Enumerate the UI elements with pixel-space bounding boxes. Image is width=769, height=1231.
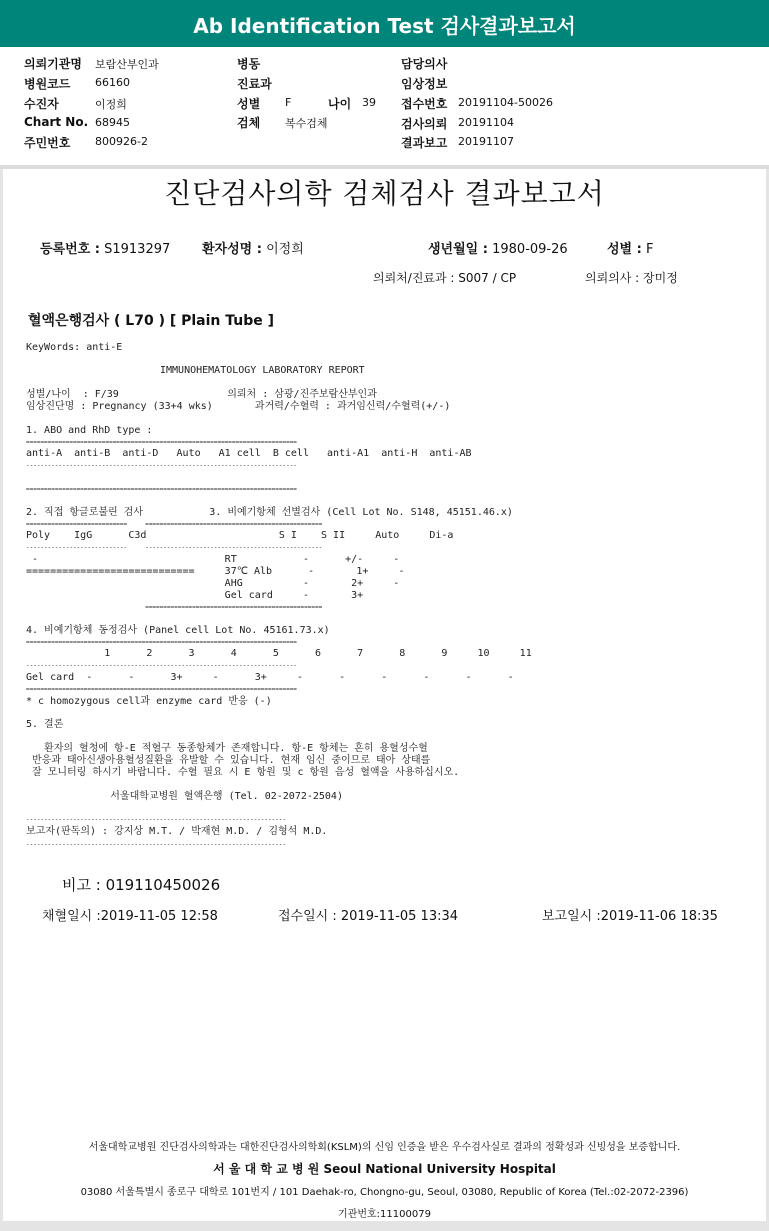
institution-number: 기관번호:11100079 — [338, 1209, 431, 1220]
ward-label: 병동 — [237, 57, 261, 71]
doctor-label: 담당의사 — [401, 57, 448, 71]
conclusion-line1: 환자의 혈청에 항-E 적혈구 동종항체가 존재합니다. 항-E 항체는 흔히 용혈성수혈 — [26, 743, 428, 754]
age-value: 39 — [362, 96, 376, 109]
dat-screen-header: Poly IgG C3d S I S II Auto Di-a — [26, 530, 454, 541]
chart-value: 68945 — [95, 116, 130, 129]
blood-bank-contact: 서울대학교병원 혈액은행 (Tel. 02-2072-2504) — [26, 791, 343, 802]
specimen-label: 검체 — [237, 116, 261, 130]
screen-row-rt: - RT - +/- - — [26, 554, 400, 565]
specimen-value: 복수검체 — [285, 117, 328, 130]
note-value: 019110450026 — [105, 876, 221, 894]
conclusion-line2: 반응과 태아신생아용혈성질환을 유발할 수 있습니다. 현재 임신 중이므로 태아 상태를 — [26, 755, 431, 766]
signature-dash-top: ------------------------------------------------------------------------ — [26, 816, 287, 823]
abo-rule: =========================================================================== — [26, 439, 297, 446]
report-title-bar: Ab Identification Test 검사결과보고서 — [0, 0, 769, 47]
chart-label: Chart No. — [24, 115, 89, 129]
recipient-value: 이정희 — [95, 98, 127, 111]
reporters: 보고자(판독의) : 강지상 M.T. / 박재현 M.D. / 김형석 M.D. — [26, 826, 328, 837]
birth-date-value: 1980-09-26 — [492, 242, 568, 257]
dat-dash: ---------------------------- ------------------------------------------------- — [26, 544, 323, 551]
code-label: 병원코드 — [24, 77, 71, 91]
note-label: 비고 : — [62, 876, 101, 894]
document-title: 진단검사의학 검체검사 결과보고서 — [164, 177, 605, 210]
code-value: 66160 — [95, 76, 130, 89]
abo-dash: --------------------------------------------------------------------------- — [26, 462, 297, 469]
registration-label: 등록번호 : — [40, 242, 100, 257]
accession-label: 접수번호 — [401, 97, 448, 111]
lab-report-title: IMMUNOHEMATOLOGY LABORATORY REPORT — [160, 365, 365, 376]
keywords: KeyWords: anti-E — [26, 342, 123, 353]
dept-label: 진료과 — [237, 77, 272, 91]
hospital-address: 03080 서울특별시 종로구 대학로 101번지 / 101 Daehak-ro, Chongno-gu, Seoul, 03080, Republic of Korea (Tel.:02-2072-2396) — [80, 1187, 689, 1198]
accession-value: 20191104-50026 — [458, 96, 553, 109]
patient-sex-value: F — [645, 242, 654, 257]
note — [62, 874, 220, 895]
request-label: 검사의뢰 — [401, 117, 448, 131]
sex-value: F — [285, 96, 292, 109]
reported-time: 보고일시 :2019-11-06 18:35 — [542, 909, 718, 924]
abo-rhd-title: 1. ABO and RhD type : — [26, 425, 153, 436]
requesting-dept: 의뢰처/진료과 : S007 / CP — [373, 271, 517, 285]
birth-date-label: 생년월일 : — [428, 242, 488, 257]
screen-rule-bottom: ================================================= — [26, 604, 323, 611]
certification-statement: 서울대학교병원 진단검사의학과는 대한진단검사의학회(KSLM)의 신임 인증을 받은 우수검사실로 결과의 정확성과 신빙성을 보증합니다. — [88, 1142, 681, 1153]
panel-gel-row: Gel card - - 3+ - 3+ - - - - - - — [26, 672, 514, 683]
page-border-left — [0, 169, 3, 1221]
report-value: 20191107 — [458, 135, 514, 148]
dat-rule: ============================ ================================================= — [26, 521, 323, 528]
screen-row-alb: ============================ 37℃ Alb - 1+ - — [26, 566, 405, 577]
signature-dash-bottom: ------------------------------------------------------------------------ — [26, 841, 287, 848]
conclusion-line3: 잘 모니터링 하시기 바랍니다. 수혈 필요 시 E 항원 및 c 항원 음성 혈액을 사용하십시오. — [26, 767, 460, 778]
patient-sex — [607, 238, 653, 257]
patient-sex-label: 성별 : — [607, 242, 642, 257]
screen-row-gel: Gel card - 3+ — [26, 590, 364, 601]
rrn-value: 800926-2 — [95, 135, 148, 148]
abo-rule-bottom: =========================================================================== — [26, 486, 297, 493]
hospital-label: 의뢰기관명 — [24, 57, 82, 71]
hospital-value: 보람산부인과 — [95, 58, 159, 71]
screen-row-ahg: AHG - 2+ - — [26, 578, 400, 589]
conclusion-title: 5. 결론 — [26, 719, 64, 730]
patient-info-line1: 성별/나이 : F/39 의뢰처 : 삼광/진주보람산부인과 — [26, 389, 377, 400]
panel-title: 4. 비예기항체 동정검사 (Panel cell Lot No. 45161.73.x) — [26, 625, 330, 636]
age-label: 나이 — [328, 97, 352, 111]
rrn-label: 주민번호 — [24, 136, 71, 150]
hospital-name: 서 울 대 학 교 병 원 Seoul National University Hospital — [213, 1162, 556, 1176]
clinical-label: 임상정보 — [401, 77, 448, 91]
recipient-label: 수진자 — [24, 97, 59, 111]
section-separator — [0, 165, 769, 169]
request-value: 20191104 — [458, 116, 514, 129]
sex-label: 성별 — [237, 97, 261, 111]
panel-rule: =========================================================================== — [26, 639, 297, 646]
requesting-doctor: 의뢰의사 : 장미정 — [585, 271, 678, 285]
registration-value: S1913297 — [104, 242, 171, 257]
patient-name-value: 이정희 — [266, 242, 304, 257]
collected-time: 채혈일시 :2019-11-05 12:58 — [42, 909, 218, 924]
panel-header: 1 2 3 4 5 6 7 8 9 10 11 — [26, 648, 532, 659]
birth-date — [428, 238, 568, 257]
request-info-panel — [0, 47, 769, 165]
abo-header: anti-A anti-B anti-D Auto A1 cell B cell anti-A1 anti-H anti-AB — [26, 448, 472, 459]
blood-bank-section-title: 혈액은행검사 ( L70 ) [ Plain Tube ] — [28, 313, 275, 329]
page-border-bottom — [0, 1221, 769, 1231]
dat-screen-titles: 2. 직접 항글로불린 검사 3. 비예기항체 선별검사 (Cell Lot No. S148, 45151.46.x) — [26, 507, 513, 518]
patient-info-line2: 임상진단명 : Pregnancy (33+4 wks) 과거력/수혈력 : 과거임신력/수혈력(+/-) — [26, 401, 451, 412]
panel-rule-bottom: =========================================================================== — [26, 686, 297, 693]
patient-name — [202, 238, 304, 257]
report-label: 결과보고 — [401, 136, 448, 150]
patient-name-label: 환자성명 : — [202, 242, 262, 257]
received-time: 접수일시 : 2019-11-05 13:34 — [278, 909, 459, 924]
registration-number — [40, 238, 170, 257]
panel-note: * c homozygous cell과 enzyme card 반응 (-) — [26, 696, 272, 707]
panel-dash: --------------------------------------------------------------------------- — [26, 662, 297, 669]
